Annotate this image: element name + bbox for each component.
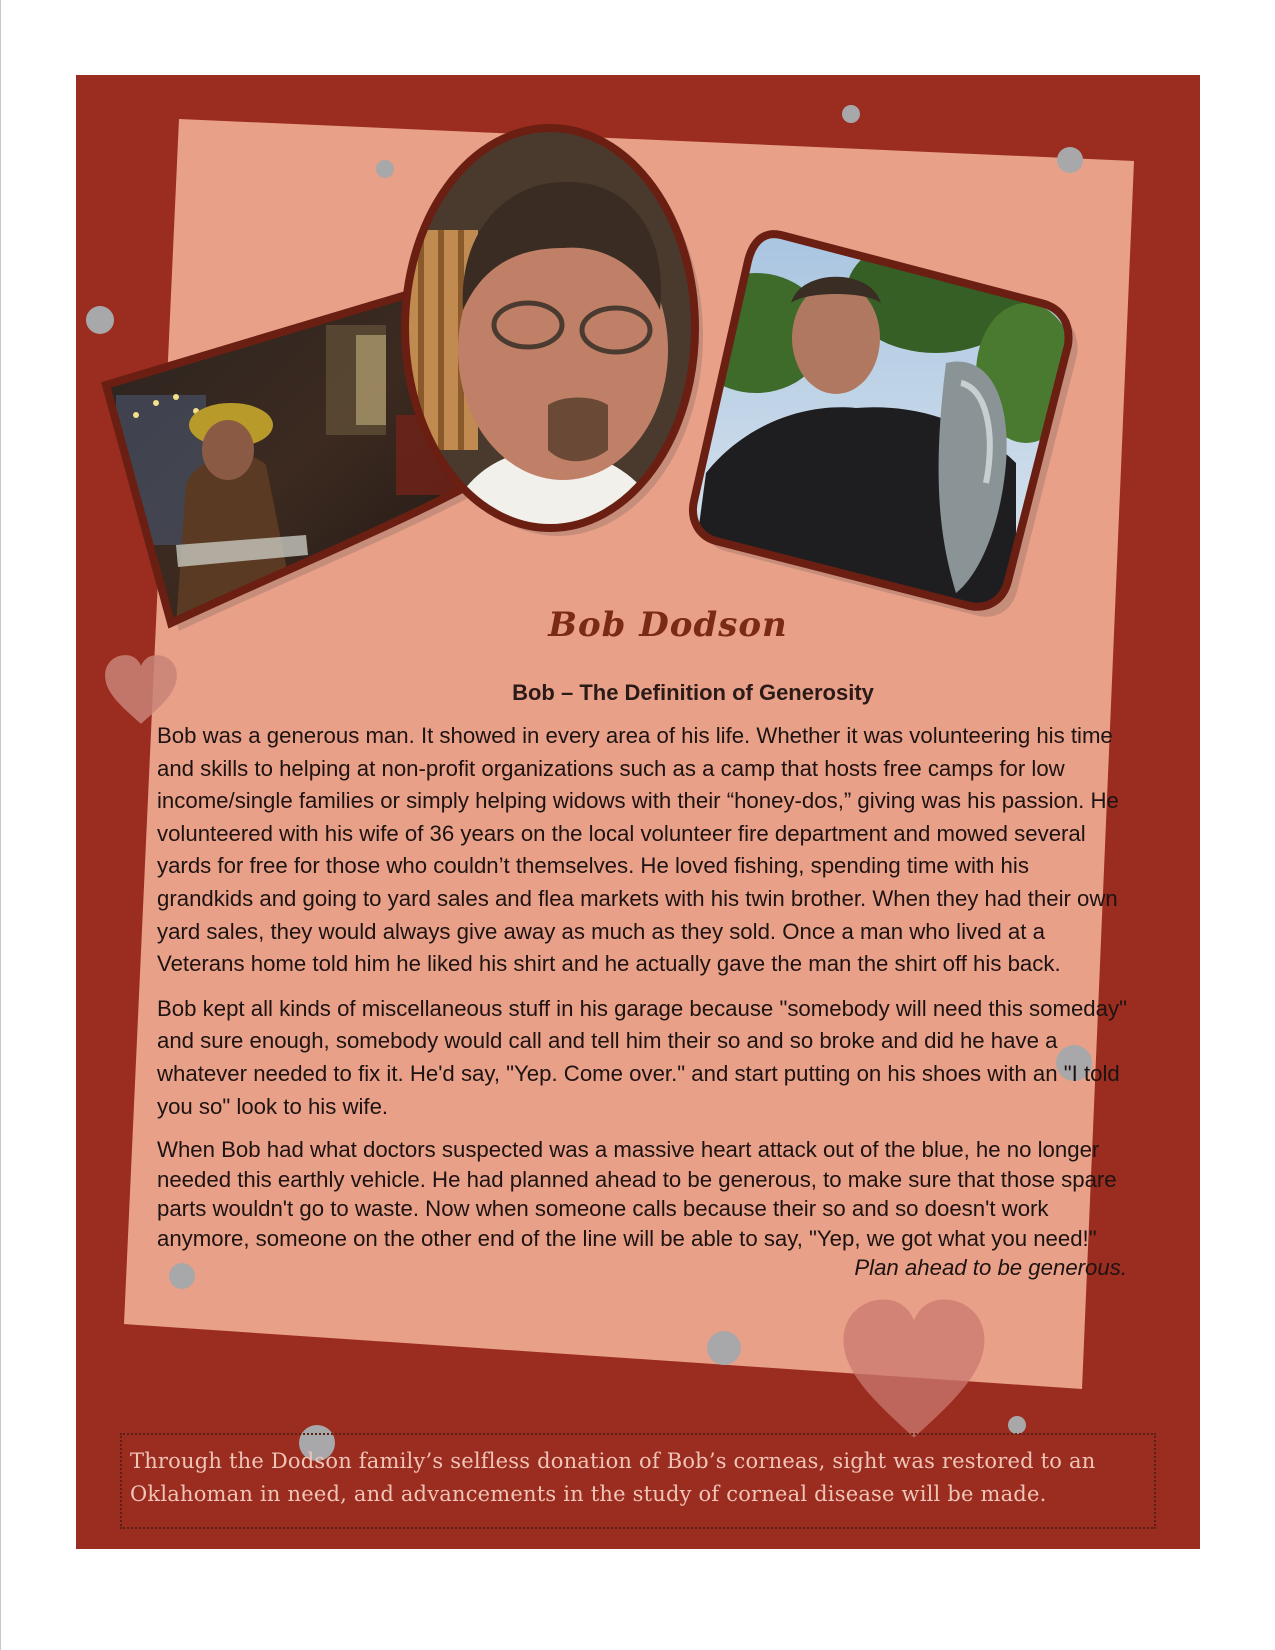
page-edge — [0, 0, 1, 1650]
story-body — [157, 720, 1127, 1283]
decor-dot — [707, 1331, 741, 1365]
story-paragraph: Bob was a generous man. It showed in every area of his life. Whether it was volunteering his time and skills to helping at non-profit organizations such as a camp that hosts free camps for low income/single families or simply helping widows with their “honey-dos,” giving was his passion. He volunteered with his wife of 36 years on the local volunteer fire department and mowed several yards for free for those who couldn’t themselves. He loved fishing, spending time with his grandkids and going to yard sales and flea markets with his twin brother. When they had their own yard sales, they would always give away as much as they sold. Once a man who lived at a Veterans home told him he liked his shirt and he actually gave the man the shirt off his back. — [157, 723, 1119, 977]
decor-dot — [842, 105, 860, 123]
memorial-frame — [76, 75, 1200, 1549]
decor-dot — [376, 160, 394, 178]
person-name: Bob Dodson — [548, 605, 788, 645]
story-paragraph-final — [157, 1135, 1127, 1281]
decor-dot — [1008, 1416, 1026, 1434]
heart-icon — [836, 1295, 992, 1445]
story-paragraph: Bob kept all kinds of miscellaneous stuff in his garage because "somebody will need this someday" and sure enough, somebody would call and tell him their so and so broke and did he have a whatever needed to fix it. He'd say, "Yep. Come over." and start putting on his shoes with an "I told you so" look to his wife. — [157, 995, 1127, 1119]
fishing-photo — [686, 223, 1086, 623]
story-headline: Bob – The Definition of Generosity — [512, 680, 874, 705]
portrait-photo — [398, 120, 718, 560]
story-paragraph: When Bob had what doctors suspected was a massive heart attack out of the blue, he no longer needed this earthly vehicle. He had planned ahead to be generous, to make sure that those spare parts wouldn't go to waste. Now when someone calls because their so and so doesn't work anymore, someone on the other end of the line will be able to say, "Yep, we got what you need!" — [157, 1137, 1117, 1251]
donation-footer — [120, 1433, 1156, 1529]
donation-message: Through the Dodson family’s selfless donation of Bob’s corneas, sight was restored to an Oklahoman in need, and advancements in the study of corneal disease will be made. — [130, 1449, 1096, 1506]
story-tagline: Plan ahead to be generous. — [854, 1255, 1127, 1281]
decor-dot — [1057, 147, 1083, 173]
